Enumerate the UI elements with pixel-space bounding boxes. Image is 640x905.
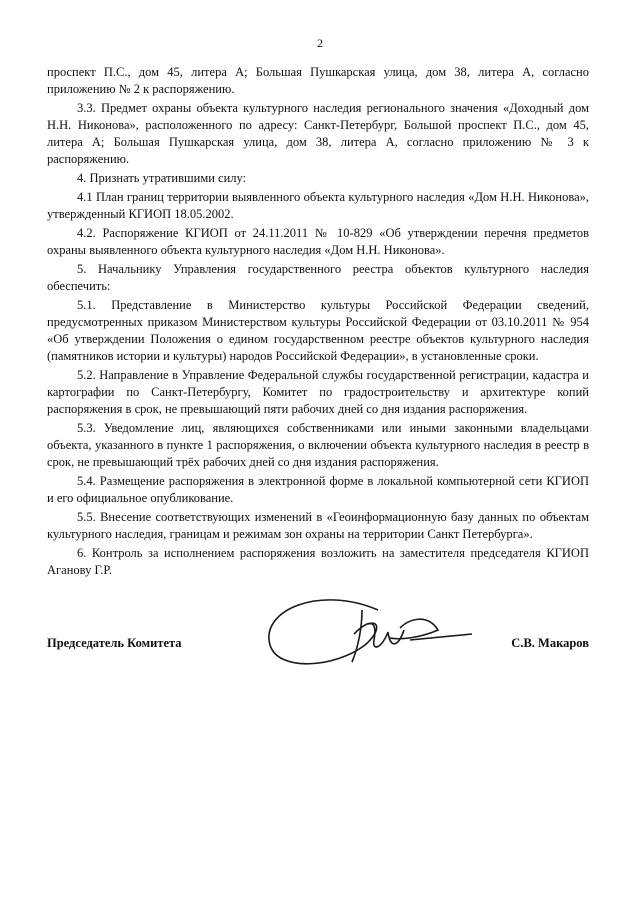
handwritten-signature — [250, 590, 490, 680]
page-number: 2 — [317, 36, 323, 50]
paragraph: 4.1 План границ территории выявленного объекта культурного наследия «Дом Н.Н. Никонова», утвержденный КГИОП 18.05.2002. — [47, 190, 589, 221]
paragraph: 3.3. Предмет охраны объекта культурного наследия регионального значения «Доходный дом Н.Н. Никонова», расположенного по адресу: Санкт-Петербург, Большой проспект П.С., дом 45, литера А; Большая Пушкарская улица, дом 38, литера А, согласно приложению № 3 к распоряжению. — [47, 101, 589, 166]
paragraph: 5.2. Направление в Управление Федеральной службы государственной регистрации, кадастра и картографии по Санкт-Петербургу, Комитет по градостроительству и архитектуре копий распоряжения в срок, не превышающий пяти рабочих дней со дня издания распоряжения. — [47, 368, 589, 416]
signatory-title: Председатель Комитета — [47, 636, 182, 650]
paragraph: проспект П.С., дом 45, литера А; Большая Пушкарская улица, дом 38, литера А, согласно приложению № 2 к распоряжению. — [47, 65, 589, 96]
paragraph: 4.2. Распоряжение КГИОП от 24.11.2011 № 10-829 «Об утверждении перечня предметов охраны выявленного объекта культурного наследия «Дом Н.Н. Никонова». — [47, 226, 589, 257]
paragraph: 5.1. Представление в Министерство культуры Российской Федерации сведений, предусмотренных приказом Министерством культуры Российской Федерации от 03.10.2011 № 954 «Об утверждении Положения о едином государственном реестре объектов культурного наследия (памятников истории и культуры) народов Российской Федерации», в установленные сроки. — [47, 298, 589, 363]
paragraph: 5.3. Уведомление лиц, являющихся собственниками или иными законными владельцами объекта, указанного в пункте 1 распоряжения, о включении объекта культурного наследия в реестр в срок, не превышающий трёх рабочих дней со дня издания распоряжения. — [47, 421, 589, 469]
document-body — [47, 64, 589, 581]
paragraph: 6. Контроль за исполнением распоряжения возложить на заместителя председателя КГИОП Аганову Г.Р. — [47, 546, 589, 577]
paragraph: 5.4. Размещение распоряжения в электронной форме в локальной компьютерной сети КГИОП и его официальное опубликование. — [47, 474, 589, 505]
paragraph: 5. Начальнику Управления государственного реестра объектов культурного наследия обеспечить: — [47, 262, 589, 293]
signatory-name: С.В. Макаров — [511, 636, 589, 650]
paragraph: 4. Признать утратившими силу: — [77, 171, 247, 185]
paragraph: 5.5. Внесение соответствующих изменений в «Геоинформационную базу данных по объектам культурного наследия, границам и режимам зон охраны на территории Санкт Петербурга». — [47, 510, 589, 541]
